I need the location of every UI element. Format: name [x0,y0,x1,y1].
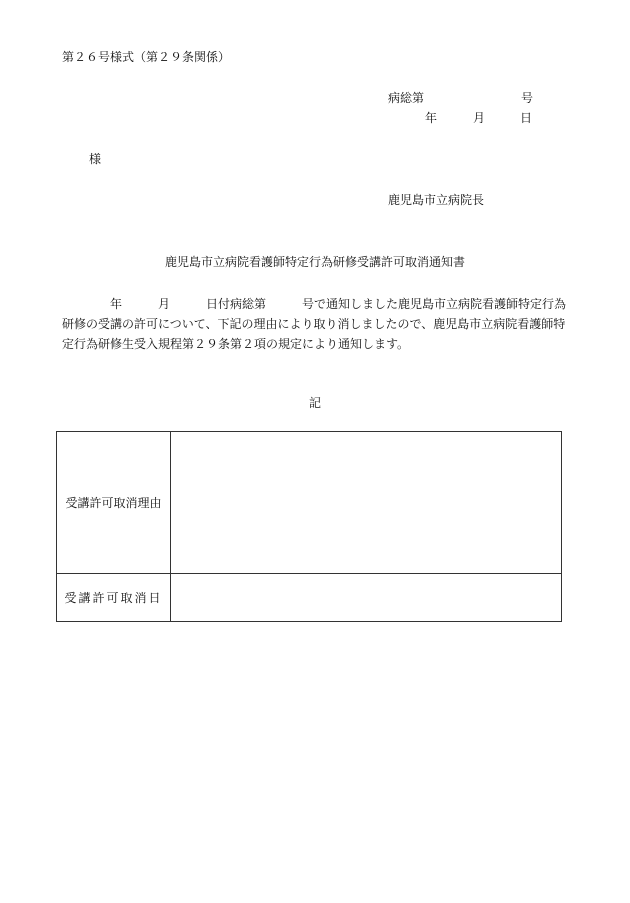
table-row [57,574,562,622]
body-text [62,294,582,354]
date-month-label: 月 [473,111,486,125]
cancellation-table [56,431,562,622]
reason-label: 受講許可取消理由 [57,432,171,574]
addressee-honorific: 様 [89,152,102,166]
document-title: 鹿児島市立病院看護師特定行為研修受講許可取消通知書 [164,255,465,269]
date-day-label: 日 [520,111,533,125]
document-number-label: 病総第 [388,91,425,105]
reason-value [171,432,562,574]
document-number-suffix: 号 [521,91,534,105]
sender-name: 鹿児島市立病院長 [388,193,485,207]
date-year-label: 年 [425,111,438,125]
cancellation-date-label: 受講許可取消日 [57,574,171,622]
note-heading: 記 [308,396,321,410]
table-row [57,432,562,574]
body-line-2: 研修の受講の許可について、下記の理由により取り消しましたので、鹿児島市立病院看護師特 [62,317,566,331]
cancellation-date-value [171,574,562,622]
body-line-3: 定行為研修生受入規程第２９条第２項の規定により通知します。 [62,337,410,351]
form-number: 第２６号様式（第２９条関係） [62,50,231,64]
body-line-1: 年 月 日付病総第 号で通知しました鹿児島市立病院看護師特定行為 [62,297,567,311]
